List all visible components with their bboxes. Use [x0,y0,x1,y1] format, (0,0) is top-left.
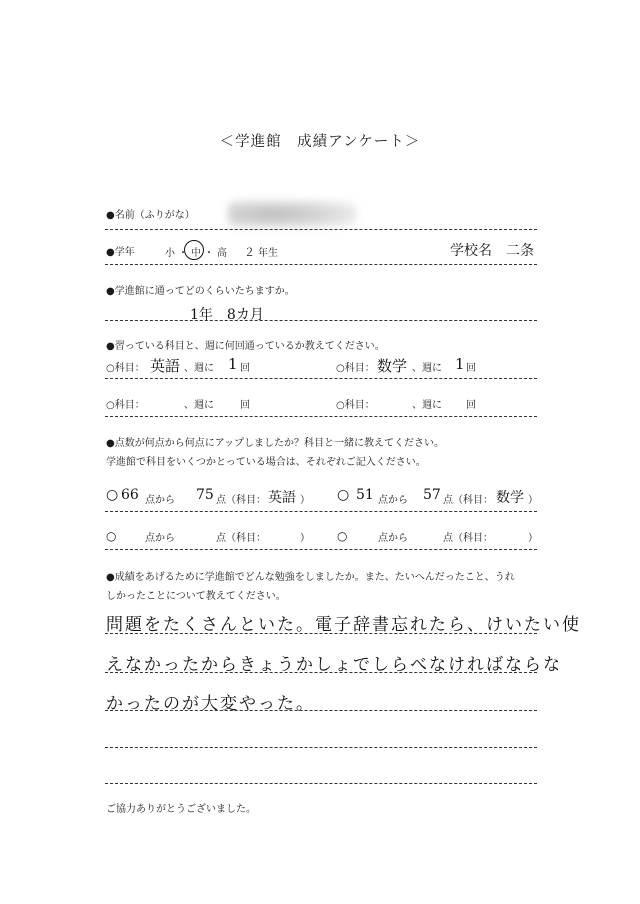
study-answer-line-2: えなかったからきょうかしょでしらべなければならな [106,655,562,675]
school-level-options: 小・中・高 [165,248,230,259]
score-1-to-label: 点（科目： [216,495,266,506]
subject-1-mid: 、週に [184,363,214,374]
scores-question-line-2: 学進館で科目をいくつかとっている場合は、それぞれご記入ください。 [106,457,426,468]
name-label: ●名前（ふりがな） [106,210,195,221]
duration-answer: 1年 8カ月 [190,307,264,323]
grade-value: ２ [244,246,255,259]
score-1-to: 75 [196,487,214,503]
grade-underline [105,264,537,265]
subject-3-mid: 、週に [184,400,214,411]
subject-2-count: 1 [455,355,465,373]
footer-thanks: ご協力ありがとうございました。 [106,804,256,815]
redacted-name [228,200,356,228]
subjects-row-2-underline [105,416,537,417]
subject-1-suffix: 回 [240,363,250,374]
subject-2-prefix: ○科目： [336,363,375,374]
score-3-to-label: 点（科目： [216,533,266,544]
name-underline [105,229,537,230]
score-2-from: 51 [356,487,374,503]
page-title: ＜学進館 成績アンケート＞ [219,134,421,150]
subject-2-suffix: 回 [466,363,476,374]
study-question-line-2: しかったことについて教えてください。 [106,591,286,602]
study-underline-1 [105,633,537,634]
score-4-mark: ○ [337,529,348,543]
subject-2-mid: 、週に [412,363,442,374]
score-1-subject: 英語 [268,490,296,506]
subjects-question: ●習っている科目と、週に何回通っているか教えてください。 [106,341,385,352]
score-2-to-label: 点（科目： [443,495,493,506]
score-4-from-label: 点から [378,533,408,544]
score-1-from: 66 [121,487,139,503]
school-name: 学校名 二条 [450,243,534,259]
subject-2-name: 数学 [377,357,408,375]
study-underline-4 [105,747,537,748]
score-2-to: 57 [423,487,441,503]
study-answer-line-3: かったのが大変やった。 [106,694,315,714]
score-3-from-label: 点から [145,533,175,544]
score-4-close: ） [528,533,538,544]
subject-4-mid: 、週に [412,400,442,411]
subject-4-prefix: ○科目： [336,400,375,411]
score-3-mark: ○ [106,529,117,543]
score-1-mark: ○ [106,487,119,503]
subject-3-suffix: 回 [240,400,250,411]
subject-1-count: 1 [228,355,238,373]
grade-label: ●学年 [106,247,135,258]
duration-question: ●学進館に通ってどのくらいたちますか。 [106,286,295,297]
score-2-subject: 数学 [496,490,524,506]
scores-row-2-underline [105,549,537,550]
scores-row-1-underline [105,511,537,512]
study-underline-5 [105,783,537,784]
scores-question-line-1: ●点数が何点から何点にアップしましたか？科目と一緒に教えてください。 [106,438,445,449]
study-question-line-1: ●成績をあげるために学進館でどんな勉強をしましたか。また、たいへんだったこと、うれ [106,572,515,583]
score-1-from-label: 点から [145,495,175,506]
subjects-row-1-underline [105,378,537,379]
score-2-from-label: 点から [378,495,408,506]
score-2-close: ） [528,495,538,506]
study-answer-line-1: 問題をたくさんといた。電子辞書忘れたら、けいたい使 [106,615,581,635]
score-3-close: ） [300,533,310,544]
subject-1-prefix: ○科目： [106,363,145,374]
subject-3-prefix: ○科目： [106,400,145,411]
score-1-close: ） [300,495,310,506]
study-underline-2 [105,672,537,673]
score-4-to-label: 点（科目： [443,533,493,544]
subject-4-suffix: 回 [466,400,476,411]
grade-suffix: 年生 [258,248,278,259]
study-underline-3 [105,710,537,711]
score-2-mark: ○ [337,487,350,503]
duration-underline [105,320,537,321]
subject-1-name: 英語 [150,357,181,375]
